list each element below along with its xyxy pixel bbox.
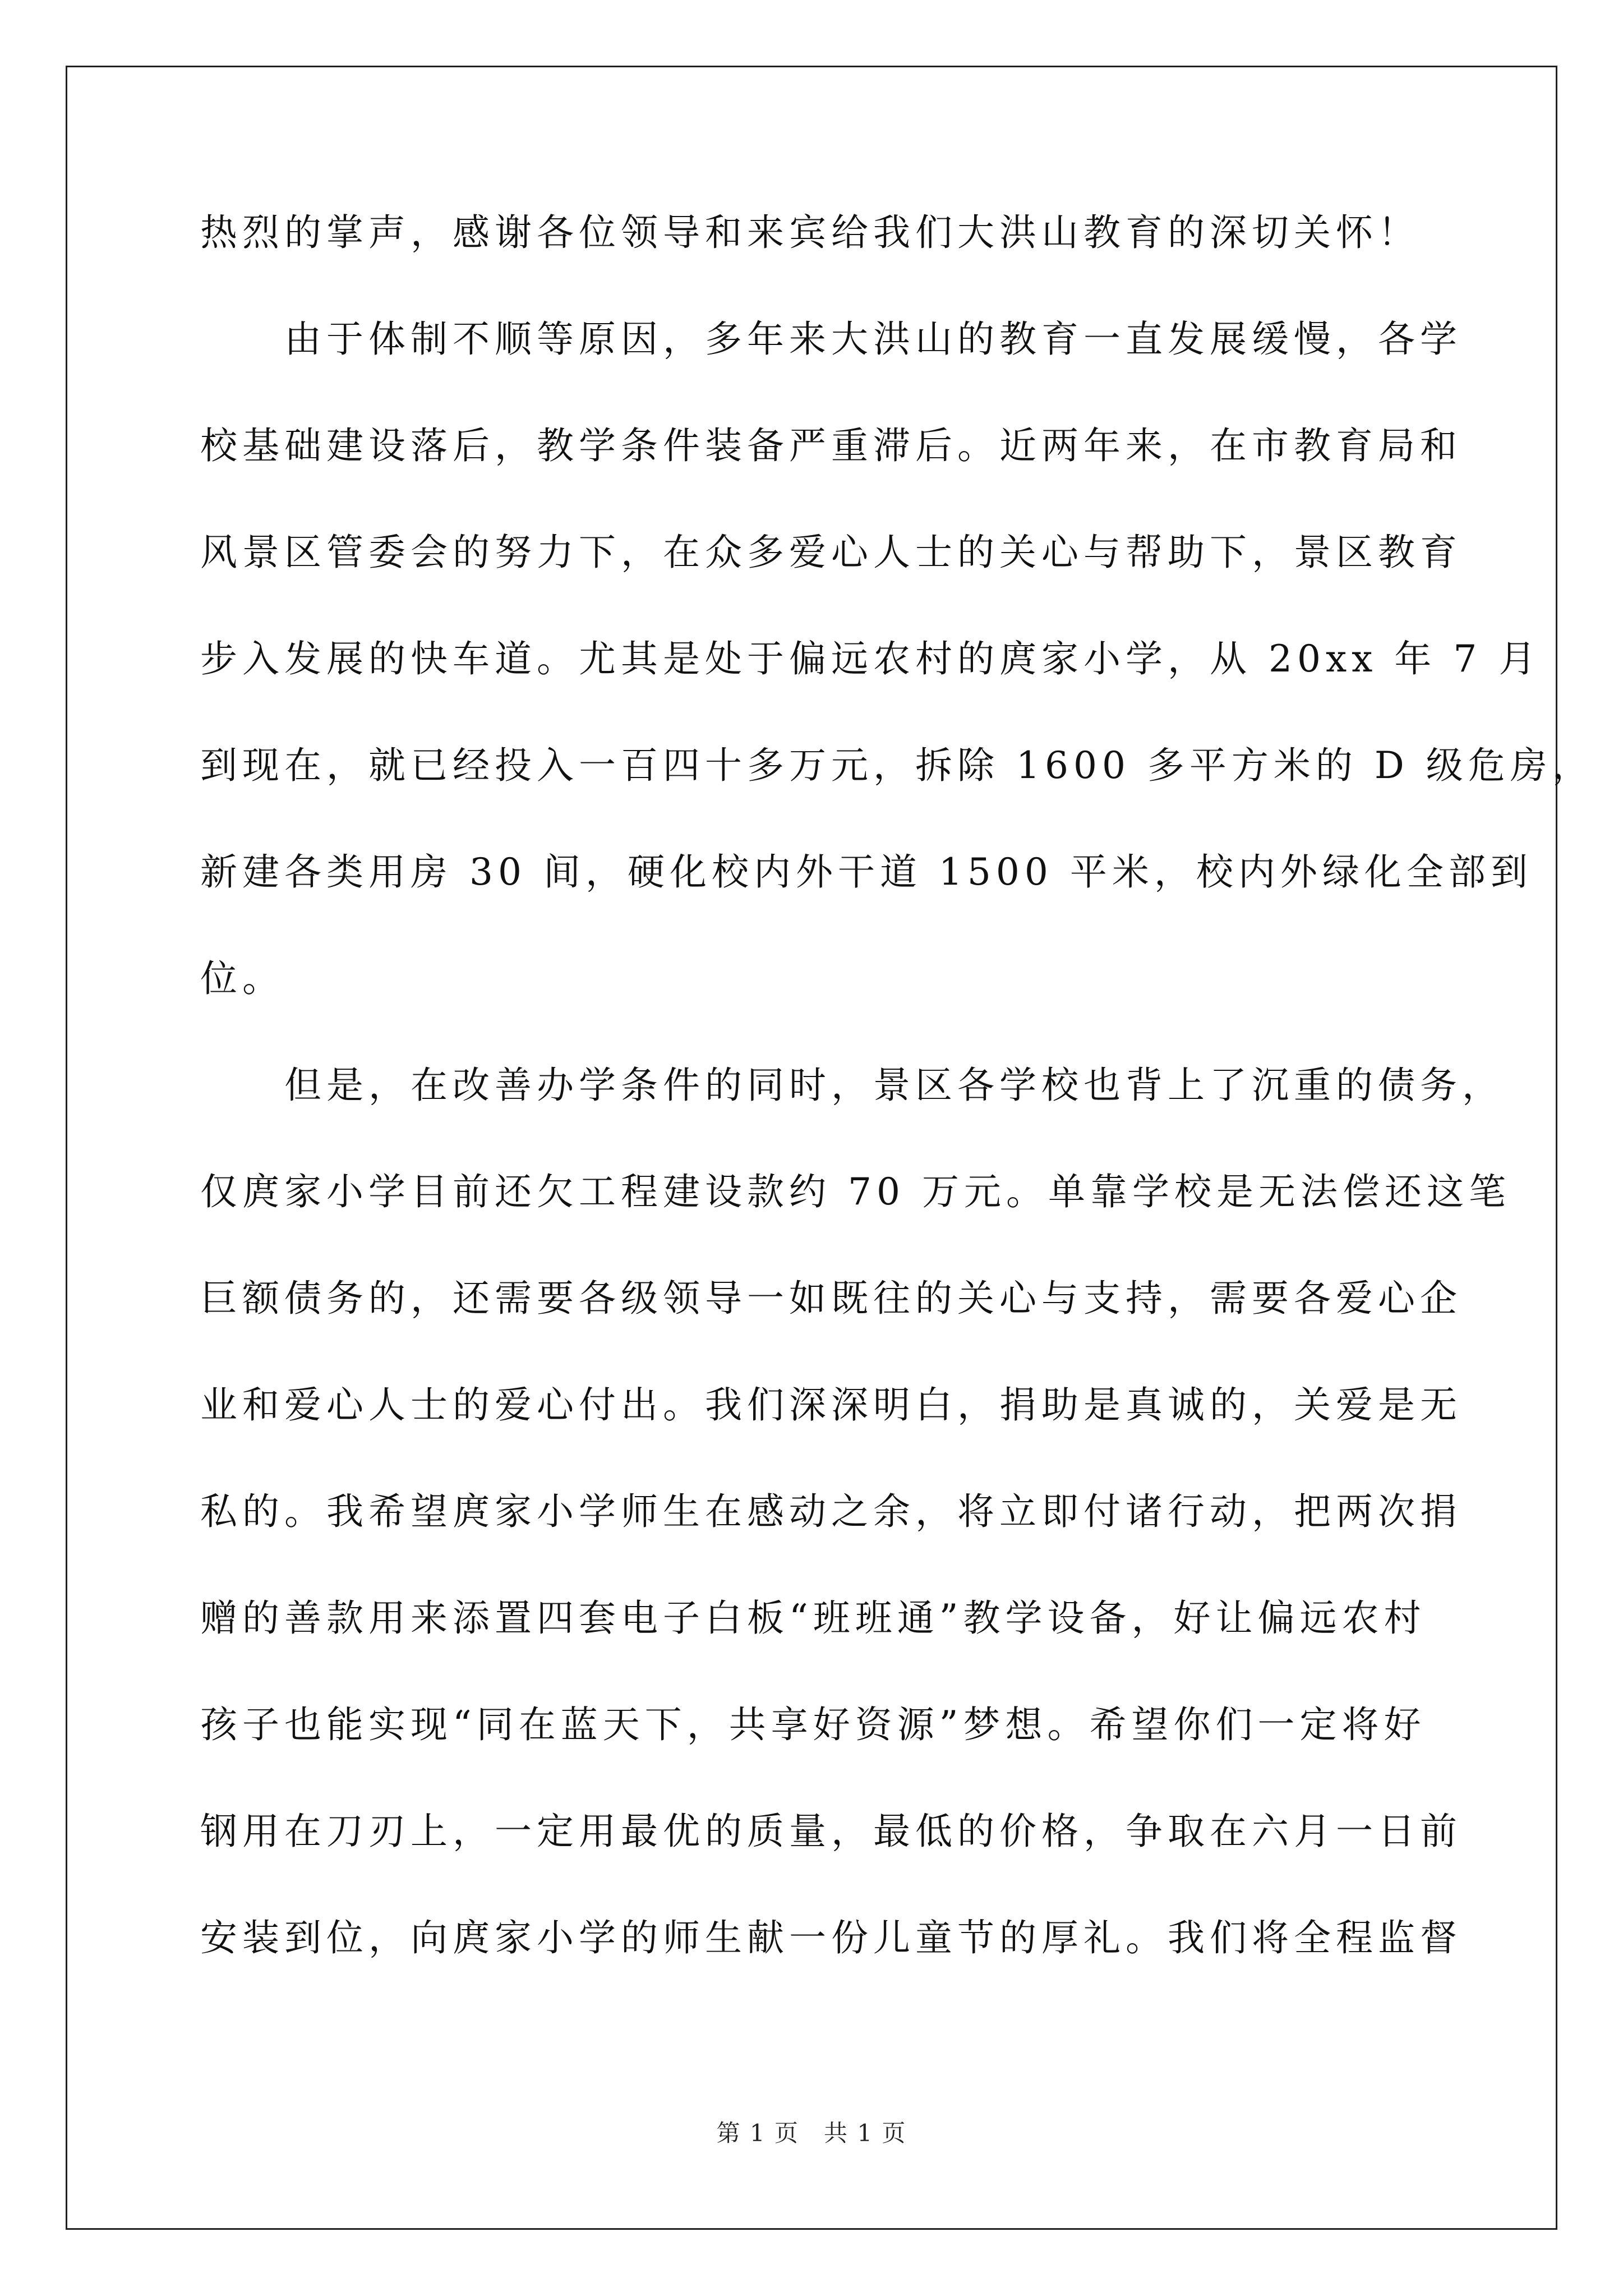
text-line: 步入发展的快车道。尤其是处于偏远农村的庹家小学，从 20xx 年 7 月 — [200, 637, 1541, 680]
text-line: 仅庹家小学目前还欠工程建设款约 70 万元。单靠学校是无法偿还这笔 — [200, 1170, 1511, 1213]
text-line: 风景区管委会的努力下，在众多爱心人士的关心与帮助下，景区教育 — [200, 531, 1462, 574]
text-line: 校基础建设落后，教学条件装备严重滞后。近两年来，在市教育局和 — [200, 424, 1462, 467]
text-line: 到现在，就已经投入一百四十多万元，拆除 1600 多平方米的 D 级危房， — [200, 744, 1594, 787]
text-line: 私的。我希望庹家小学师生在感动之余，将立即付诸行动，把两次捐 — [200, 1490, 1462, 1533]
text-line: 位。 — [200, 957, 284, 1000]
text-line: 业和爱心人士的爱心付出。我们深深明白，捐助是真诚的，关爱是无 — [200, 1383, 1462, 1427]
text-line: 热烈的掌声，感谢各位领导和来宾给我们大洪山教育的深切关怀！ — [200, 211, 1420, 254]
text-line: 新建各类用房 30 间，硬化校内外干道 1500 平米，校内外绿化全部到 — [200, 850, 1533, 894]
text-line: 由于体制不顺等原因，多年来大洪山的教育一直发展缓慢，各学 — [200, 318, 1462, 361]
text-line: 安装到位，向庹家小学的师生献一份儿童节的厚礼。我们将全程监督 — [200, 1916, 1462, 1959]
text-line: 巨额债务的，还需要各级领导一如既往的关心与支持，需要各爱心企 — [200, 1277, 1462, 1320]
text-line: 钢用在刀刃上，一定用最优的质量，最低的价格，争取在六月一日前 — [200, 1810, 1462, 1853]
text-line: 赠的善款用来添置四套电子白板“班班通”教学设备，好让偏远农村 — [200, 1596, 1426, 1640]
text-line: 但是，在改善办学条件的同时，景区各学校也背上了沉重的债务， — [200, 1064, 1504, 1107]
page-footer: 第 1 页 共 1 页 — [716, 2119, 907, 2147]
page-border — [66, 66, 1557, 2230]
text-line: 孩子也能实现“同在蓝天下，共享好资源”梦想。希望你们一定将好 — [200, 1703, 1426, 1746]
